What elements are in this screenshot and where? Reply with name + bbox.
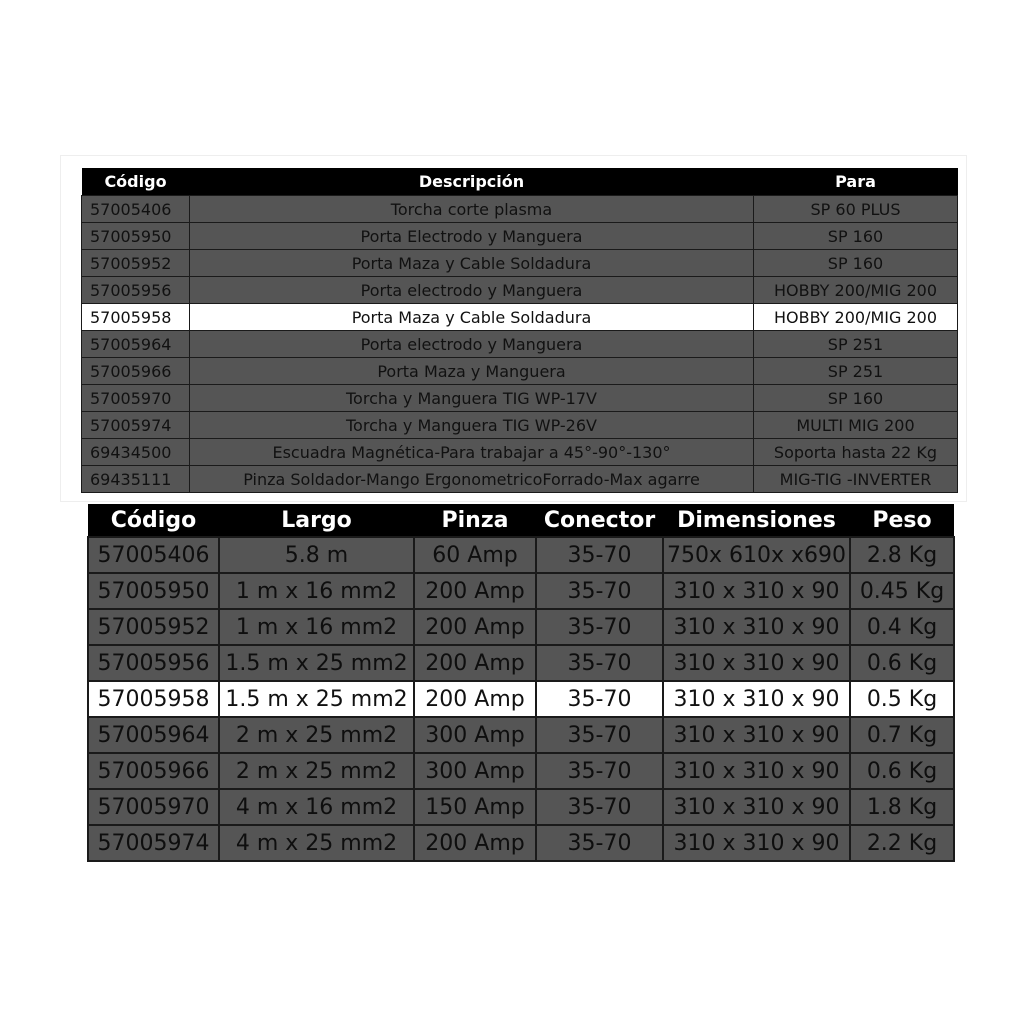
table-cell: 1.8 Kg [850,789,954,825]
header-para: Para [754,168,958,196]
table-row [82,385,958,412]
table-cell: 57005958 [82,304,190,331]
table-cell: 310 x 310 x 90 [663,789,850,825]
table-cell: HOBBY 200/MIG 200 [754,304,958,331]
table-row [82,304,958,331]
table-cell: Soporta hasta 22 Kg [754,439,958,466]
header-codigo: Código [88,504,219,537]
table-cell: SP 160 [754,223,958,250]
table-row [82,358,958,385]
table-row [82,466,958,493]
table-cell: 310 x 310 x 90 [663,681,850,717]
table-row [82,331,958,358]
table-cell: 57005950 [82,223,190,250]
table-cell: 35-70 [536,573,663,609]
table-cell: 310 x 310 x 90 [663,825,850,861]
table-cell: 57005964 [88,717,219,753]
table-cell: HOBBY 200/MIG 200 [754,277,958,304]
table-cell: Porta Maza y Manguera [190,358,754,385]
table-row [82,412,958,439]
table-cell: 57005970 [88,789,219,825]
table-cell: SP 251 [754,358,958,385]
table-cell: 57005970 [82,385,190,412]
table-cell: Porta Maza y Cable Soldadura [190,304,754,331]
table-cell: 2.8 Kg [850,537,954,573]
table-cell: 200 Amp [414,573,536,609]
table-cell: 35-70 [536,717,663,753]
accessories-table [81,168,958,493]
table-cell: 35-70 [536,645,663,681]
table-cell: 69434500 [82,439,190,466]
table-cell: 310 x 310 x 90 [663,573,850,609]
table-cell: 57005406 [82,196,190,223]
table-cell: 2.2 Kg [850,825,954,861]
specs-table [87,504,955,862]
specs-table-header [88,504,954,537]
table-cell: 57005966 [88,753,219,789]
table-cell: Escuadra Magnética-Para trabajar a 45°-90°-130° [190,439,754,466]
header-dimensiones: Dimensiones [663,504,850,537]
header-descripcion: Descripción [190,168,754,196]
table-cell: SP 160 [754,385,958,412]
table-cell: 57005956 [88,645,219,681]
table-cell: 35-70 [536,825,663,861]
table-cell: 1 m x 16 mm2 [219,609,414,645]
table-cell: SP 160 [754,250,958,277]
table-cell: 150 Amp [414,789,536,825]
table-cell: 300 Amp [414,753,536,789]
table-cell: 57005974 [82,412,190,439]
table-row [88,717,954,753]
table-row [88,645,954,681]
table-cell: 0.5 Kg [850,681,954,717]
table-cell: 0.7 Kg [850,717,954,753]
header-conector: Conector [536,504,663,537]
table-row [88,573,954,609]
table-cell: 57005406 [88,537,219,573]
table-cell: Porta Maza y Cable Soldadura [190,250,754,277]
table-cell: SP 60 PLUS [754,196,958,223]
table-cell: 300 Amp [414,717,536,753]
table-cell: 0.45 Kg [850,573,954,609]
header-peso: Peso [850,504,954,537]
table-cell: 35-70 [536,789,663,825]
table-cell: Porta electrodo y Manguera [190,331,754,358]
table-cell: 0.6 Kg [850,753,954,789]
table-cell: 200 Amp [414,609,536,645]
table-cell: 57005966 [82,358,190,385]
table-row [88,753,954,789]
table-cell: 200 Amp [414,681,536,717]
table-cell: MIG-TIG -INVERTER [754,466,958,493]
table-row [88,681,954,717]
table-cell: 1.5 m x 25 mm2 [219,645,414,681]
table-cell: 57005974 [88,825,219,861]
accessories-table-header [82,168,958,196]
table-cell: 310 x 310 x 90 [663,645,850,681]
table-cell: 0.6 Kg [850,645,954,681]
table-cell: 0.4 Kg [850,609,954,645]
table-cell: 57005956 [82,277,190,304]
table-cell: 60 Amp [414,537,536,573]
table-cell: 57005958 [88,681,219,717]
table-cell: 57005950 [88,573,219,609]
table-cell: Torcha y Manguera TIG WP-26V [190,412,754,439]
table-row [88,609,954,645]
table-cell: 35-70 [536,537,663,573]
table-row [82,223,958,250]
table-cell: SP 251 [754,331,958,358]
table-cell: Pinza Soldador-Mango ErgonometricoForrado-Max agarre [190,466,754,493]
table-cell: 57005952 [88,609,219,645]
header-largo: Largo [219,504,414,537]
table-cell: 310 x 310 x 90 [663,753,850,789]
table-cell: 35-70 [536,609,663,645]
table-cell: 57005952 [82,250,190,277]
table-cell: 200 Amp [414,645,536,681]
table-cell: 35-70 [536,681,663,717]
table-row [82,439,958,466]
header-codigo: Código [82,168,190,196]
table-row [82,277,958,304]
table-row [82,250,958,277]
table-row [88,789,954,825]
table-row [88,825,954,861]
table-cell: 310 x 310 x 90 [663,609,850,645]
table-cell: 57005964 [82,331,190,358]
table-cell: 4 m x 16 mm2 [219,789,414,825]
table-cell: Porta Electrodo y Manguera [190,223,754,250]
table-cell: Torcha corte plasma [190,196,754,223]
table-row [88,537,954,573]
table-cell: 1.5 m x 25 mm2 [219,681,414,717]
table-cell: 750x 610x x690 [663,537,850,573]
table-cell: 2 m x 25 mm2 [219,717,414,753]
table-row [82,196,958,223]
table-cell: Torcha y Manguera TIG WP-17V [190,385,754,412]
table-cell: 310 x 310 x 90 [663,717,850,753]
table-cell: MULTI MIG 200 [754,412,958,439]
table-cell: Porta electrodo y Manguera [190,277,754,304]
table-cell: 200 Amp [414,825,536,861]
table-cell: 35-70 [536,753,663,789]
table-cell: 5.8 m [219,537,414,573]
table-cell: 1 m x 16 mm2 [219,573,414,609]
table-cell: 2 m x 25 mm2 [219,753,414,789]
table-cell: 4 m x 25 mm2 [219,825,414,861]
header-pinza: Pinza [414,504,536,537]
table-cell: 69435111 [82,466,190,493]
